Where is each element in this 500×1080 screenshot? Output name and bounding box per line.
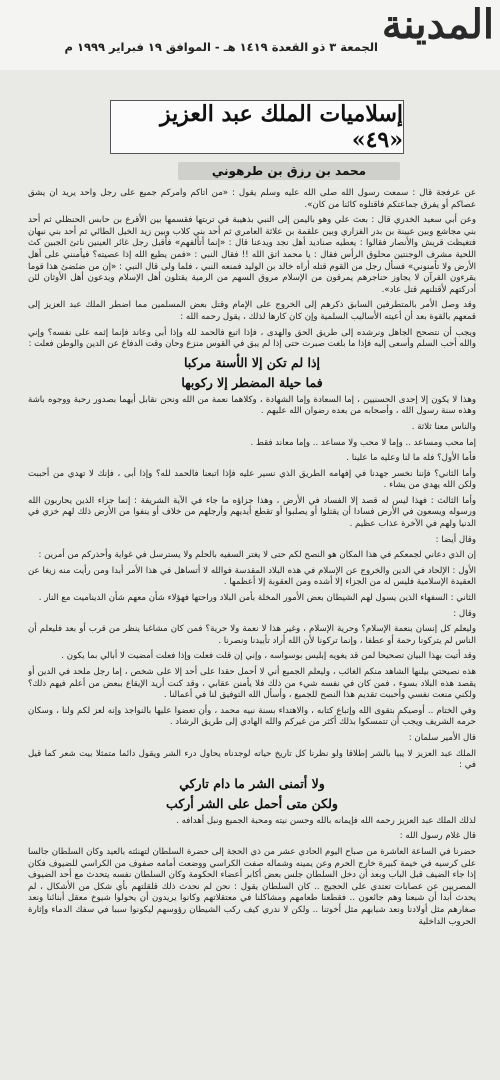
- paragraph: وليعلم كل إنسان بنعمة الإسلام؟ وحرية الإسلام ، وغير هذا لا نعمة ولا حرية؟ فمن كان مشاغبا ينظر من قرب أو بعد فليعلم أن الناس لم يتركونا رحمة أو عطفا ، وإنما تركونا لأن الله أراد تأييدنا ونصرنا .: [28, 624, 476, 646]
- dateline: الجمعة ٣ ذو القعدة ١٤١٩ هـ - الموافق ١٩ فبراير ١٩٩٩ م: [64, 40, 378, 54]
- masthead: [0, 0, 500, 70]
- paragraph: قال الأمير سلمان :: [408, 732, 476, 743]
- pull-quote: إذا لم تكن إلا الأسنة مركبا: [183, 354, 321, 370]
- paragraph: الأول : الإلحاد في الدين والخروج عن الإسلام في هذه البلاد المقدسة فوالله لا أتساهل في هذا الأمر أبدا ومن رأيت منه زيغا عن العقيدة الإسلامية فليس له من الجزاء إلا أشده ومن العقوبة إلا أعظمها .: [28, 565, 476, 588]
- paragraph: وهذا لا يكون إلا إحدى الحسنيين ، إما السعادة وإما الشهادة ، وكلاهما نعمة من الله ونحن نقابل أيهما بصدور رحبة ووجوه باشة وهذه سنة رسول الله ، وأصحابه من بعده رضوان الله عليهم .: [28, 394, 476, 417]
- paragraph: والناس معنا ثلاثة .: [411, 421, 476, 432]
- paragraph: وعن أبي سعيد الخدري قال : بعث علي وهو باليمن إلى النبي بذهيبة في تربتها فقسمها بين الأقرع بن حابس الحنظلي ثم أحد بني مجاشع وبين عيينة بن بدر الفزاري وبين علقمة بن علاثة العامري ثم أحد بني كلاب وبين زيد الخيل الطائي ثم أحد بني نبهان فتغيظت قريش والأنصار فقالوا : يعطيه صناديد أهل نجد ويدعنا قال : «إنما أتألفهم» فأقبل رجل غائر العينين ناتئ الجبين كث اللحية مشرف الوجنتين محلوق الرأس فقال : يا محمد اتق الله !! فقال النبي : «فمن يطيع الله إذا عصيته؟ فيأمنني على أهل الأرض ولا تأمنوني» فسأل رجل من القوم قتله أراه خالد بن الوليد فمنعه النبي ، فلما ولى قال النبي : «إن من ضئضئ هذا قوما يقرءون القرآن لا يجاوز حناجرهم يمرقون من الإسلام مروق السهم من الرمية يقتلون أهل الإسلام ويدعون أهل الأوثان لئن أدركتهم لأقتلنهم قتل عاد».: [28, 215, 476, 295]
- paragraph: إما محب ومساعد .. وإما لا محب ولا مساعد .. وإما معاند فقط .: [250, 437, 476, 448]
- paragraph: الثاني : السفهاء الذين يسول لهم الشيطان بعض الأمور المخلة بأمن البلاد وراحتها فهؤلاء شأن معهم شأن الديناميت مع النار .: [38, 593, 476, 604]
- paragraph: وفي الختام .. أوصيكم بتقوى الله وإتباع كتابه ، والاهتداء بسنة نبيه محمد ، وأن تعضوا عليها بالنواجذ وإنه لعز لكم ولنا ، وسكان حرمه الشريف ويجب أن تتمسكوا بذلك أكثر من غيركم والله الهادي إلى طريق الرشاد .: [28, 705, 476, 728]
- paragraph: وأما الثالث : فهذا ليس له قصد إلا الفساد في الأرض ، وهذا جزاؤه ما جاء في الآية الشريفة : إنما جزاء الذين يحاربون الله ورسوله ويسعون في الأرض فسادا أن يقتلوا أو يصلبوا أو تقطع أيديهم وأرجلهم من خلاف أو ينفوا من الأرض ذلك لهم خزي في الدنيا ولهم في الآخرة عذاب عظيم .: [28, 495, 476, 530]
- paragraph: الملك عبد العزيز لا يبيا بالشر إطلاقا ولو نظرنا كل تاريخ حياته لوجدناه يحاول درء الشر ويقول دائما متمثلا بيت شعر كما قيل في :: [28, 748, 476, 771]
- author-byline: محمد بن رزق بن طرهوني: [178, 162, 400, 180]
- paragraph: هذه نصيحتي بيلنها الشاهد منكم الغائب ، وليعلم الجميع أني لا أحمل حقدا على أحد إلا على شخص ، إما رجل ملحد في الدين أو يقصد هذه البلاد بسوء ، فمن كان في نفسه شيء من ذلك فلا يأمنن عقابي ، وقد كنت أريد الإيقاع ببعض من أعلم فيهم ذلك؟ ولكني منعت نفسي وأحببت تقديم هذا النصح للجميع ، وأسأل الله التوفيق لنا في أعمالنا .: [28, 667, 476, 701]
- paragraph: عن عرفجة قال : سمعت رسول الله صلى الله عليه وسلم يقول : «من أتاكم وأمركم جميع على رجل واحد يريد أن يشق عصاكم أو يفرق جماعتكم فاقتلوه كائنا من كان».: [28, 188, 476, 210]
- paragraph: وقال :: [453, 608, 476, 619]
- pull-quote: ولا أتمنى الشر ما دام تاركي: [179, 775, 325, 791]
- article-title: إسلاميات الملك عبد العزيز «٤٩»: [160, 101, 403, 153]
- paragraph: وقد وصل الأمر بالمتطرفين السابق ذكرهم إلى الخروج على الإمام وقتل بعض المسلمين مما اضطر الملك عبد العزيز إلى قمعهم بالقوة بعد أن أعيته الأساليب السلمية وإن كان كارها لذلك ، يقول رحمه الله :: [28, 300, 476, 322]
- paragraph: فأما الأول؟ فله ما لنا وعليه ما علينا .: [346, 453, 476, 464]
- paragraph: وقال أيضا :: [435, 534, 476, 545]
- paragraph: ويجب أن نتصحح الجاهل ونرشده إلى طريق الحق والهدى ، فإذا اتبع فالحمد لله وإذا أبى وعاند فإنما إثمه على نفسه؟ وإني والله أحب السلم وأسعى إليه فإذا ما بلغت صبرت حتى إذا لم يبق في القوس منزع وحان وقت الدفاع عن الدين والوطن فعلت :: [28, 327, 476, 350]
- paragraph: إن الذي دعاني لجمعكم في هذا المكان هو النصح لكم حتى لا يغتر السفيه بالحلم ولا يسترسل في غواية وأحذركم من أمرين :: [38, 550, 476, 561]
- newspaper-logo: المدينة: [381, 1, 494, 48]
- paragraph: لذلك الملك عبد العزيز رحمه الله فإيمانه بالله وحسن نيته ومحبة الجميع ونبل أهدافه .: [176, 815, 476, 826]
- article-title-box: [110, 100, 404, 154]
- paragraph: وأما الثاني؟ فإننا نخسر جهدنا في إفهامه الطريق الذي نسير عليه فإذا اتبعنا فالحمد لله؟ وإذا أبى ، فإنك لا تهدي من أحببت ولكن الله يهدي من يشاء .: [28, 468, 476, 491]
- pull-quote: فما حيلة المضطر إلا ركوبها: [181, 374, 323, 390]
- paragraph: وقد أتيت بهذا البيان تصحيحا لمن قد يغويه إبليس بوسواسه ، وإني إن قلت فعلت وإذا فعلت أمضيت لا أبالي بما يكون .: [61, 651, 476, 662]
- article-body: [28, 188, 476, 1068]
- paragraph: قال غلام رسول الله :: [399, 831, 476, 842]
- paragraph: حضرنا في الساعة العاشرة من صباح اليوم الحادي عشر من ذي الحجة إلى حضرة السلطان لتهنئته بالعيد وكان السلطان جالسا على كرسيه في خيمة كبيرة خارج الحرم وعن يمينه وشماله صفت الكراسي ووضعت أمامه صفوف من الكراسي للضيوف فكان إذا جاء الضيف قبل الباب وبعد أن دخل السلطان جلس بعض أكابر أعضاء الحكومة وكان السلطان نفسه يتحدث مع أحد الضيوف المصريين عن عصابات تعتدي على الحجيج .. كان السلطان يقول : نحن لم نحدث ذلك قلقلتهم بأي شكل من الأشكال ، لم يحدث أبدا أن شبعنا وهم جائعون .. فقطعنا طعامهم ومشاكلنا في معتقلاتهم وكانوا يريدون أن يحولوا شيوخ معقل أبنائنا ونعد صغارهم مثل أولادنا ونعد شبابهم مثل أخوتنا .. ولكن لا ندري كيف ركب الشيطان رؤوسهم ليكونوا سببا في سفك الدماء وإثارة الحروب الداخلية: [28, 846, 476, 927]
- pull-quote: ولكن متى أحمل على الشر أركب: [166, 795, 338, 811]
